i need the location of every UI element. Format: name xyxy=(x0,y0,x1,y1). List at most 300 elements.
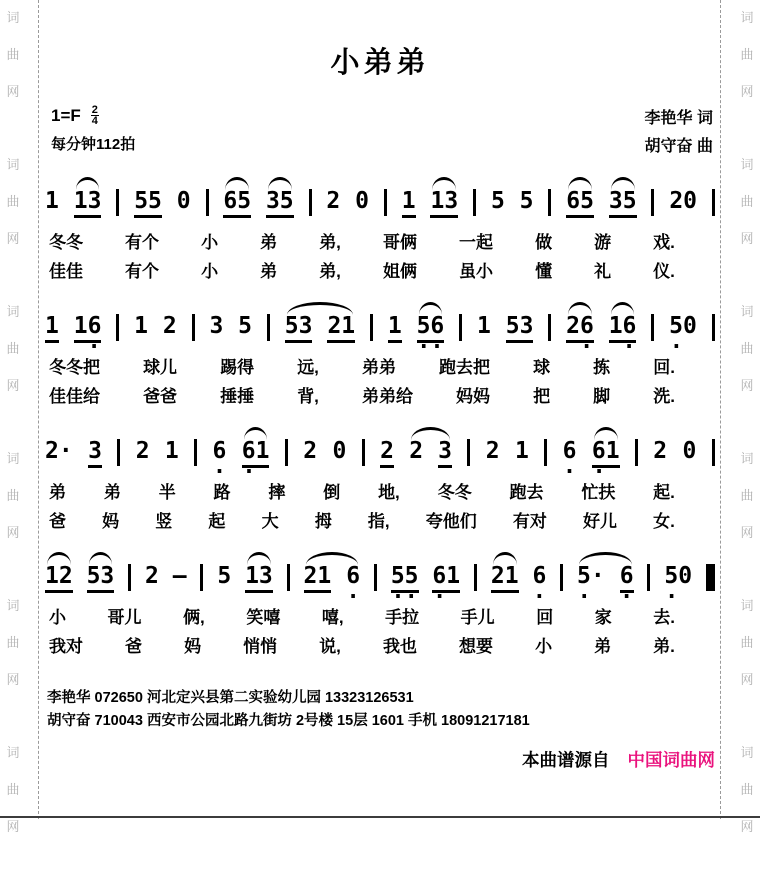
note-group xyxy=(506,314,534,353)
lyric-syllable: 冬冬 xyxy=(49,233,83,252)
watermark-gap xyxy=(2,405,24,441)
note-digits: 0 xyxy=(682,438,697,464)
note-token xyxy=(388,314,402,353)
note-digits: 65 xyxy=(223,189,251,218)
note-digits: 26 xyxy=(566,314,594,343)
note-token xyxy=(506,314,534,353)
contact-line-composer: 胡守奋 710043 西安市公园北路九街坊 2号楼 15层 1601 手机 18091217181 xyxy=(47,713,530,729)
octave-dots: · xyxy=(562,460,577,485)
note-digits: 6 xyxy=(346,563,361,589)
note-group-slurred xyxy=(566,189,594,228)
lyric-syllable: 佳佳 xyxy=(49,262,83,281)
source-attribution xyxy=(45,747,715,772)
note-group xyxy=(73,313,102,360)
note-digits: 16 xyxy=(74,314,102,343)
watermark-gap xyxy=(2,552,24,588)
lyric-syllable: 弟 xyxy=(594,637,612,656)
credits-block xyxy=(645,105,713,161)
watermark-char: 网 xyxy=(6,526,20,541)
watermark-char: 网 xyxy=(740,526,754,541)
lyric-syllable: 做 xyxy=(535,233,553,252)
note-token xyxy=(669,189,697,228)
watermark-char: 曲 xyxy=(6,48,20,63)
watermark-char: 曲 xyxy=(740,48,754,63)
note-token xyxy=(209,314,223,353)
barline xyxy=(287,564,290,591)
lyric-line-2 xyxy=(45,257,715,286)
watermark-char: 词 xyxy=(6,452,20,467)
note-token xyxy=(327,314,355,353)
note-group xyxy=(669,189,697,228)
watermark-char: 曲 xyxy=(6,489,20,504)
barline xyxy=(712,189,715,216)
note-digits: 1 xyxy=(164,438,179,464)
barline xyxy=(128,564,131,591)
note-group xyxy=(664,563,693,610)
octave-dots xyxy=(410,468,423,478)
note-token xyxy=(416,313,445,360)
octave-dots xyxy=(567,218,594,228)
key-signature xyxy=(51,105,135,126)
note-digits: 2 xyxy=(326,188,341,214)
note-token xyxy=(145,564,187,603)
lyric-syllable: 哥儿 xyxy=(107,608,142,627)
lyric-syllable: 笑嘻 xyxy=(246,608,281,627)
lyric-syllable: 佳佳给 xyxy=(49,387,100,406)
lyric-line-2 xyxy=(45,382,715,411)
source-site-link[interactable]: 中国词曲网 xyxy=(627,750,715,770)
lyric-syllable: 夸他们 xyxy=(425,512,477,531)
note-group xyxy=(402,189,416,228)
note-token xyxy=(74,189,102,228)
note-group xyxy=(355,189,369,228)
note-token xyxy=(45,439,73,478)
score-system xyxy=(45,175,715,286)
watermark-char: 词 xyxy=(740,11,754,26)
octave-dots: · xyxy=(532,585,546,610)
lyric-syllable: 起. xyxy=(653,483,675,502)
note-group-slurred xyxy=(245,564,273,603)
octave-dots: · xyxy=(433,585,460,610)
note-digits: 0 xyxy=(176,188,191,214)
note-token xyxy=(217,564,231,603)
composer-credit: 胡守奋 曲 xyxy=(644,138,713,155)
note-group-slurred xyxy=(491,564,519,603)
lyric-syllable: 弟 xyxy=(103,483,121,502)
lyric-syllable: 路 xyxy=(213,483,231,502)
octave-dots: · xyxy=(212,460,227,485)
note-group xyxy=(326,189,340,228)
lyric-syllable: 忙扶 xyxy=(581,483,616,502)
note-group xyxy=(562,438,577,485)
lyric-line-2 xyxy=(45,507,715,536)
note-token xyxy=(241,438,270,485)
note-group-slurred xyxy=(566,313,594,360)
lyric-syllable: 我对 xyxy=(49,637,83,656)
note-token xyxy=(163,314,177,353)
note-digits: 55 xyxy=(134,189,162,218)
lyric-syllable: 倒 xyxy=(323,483,341,502)
note-group xyxy=(532,563,547,610)
note-digits: 53 xyxy=(87,564,115,593)
lyric-syllable: 地, xyxy=(378,483,400,502)
note-digits: 2 xyxy=(303,438,318,464)
lyric-syllable: 起 xyxy=(208,512,226,531)
sheet-content xyxy=(45,0,715,772)
note-group xyxy=(477,314,491,353)
watermark-gap xyxy=(2,846,24,882)
note-digits: 61 xyxy=(242,439,270,468)
lyric-syllable: 弟 xyxy=(260,233,278,252)
lyric-syllable: 懂 xyxy=(535,262,553,281)
note-token xyxy=(683,439,697,478)
note-digits: 1 xyxy=(388,314,402,343)
note-digits: 16 xyxy=(609,314,637,343)
lyric-line-2 xyxy=(45,632,715,661)
note-token xyxy=(134,189,162,228)
watermark-char: 网 xyxy=(740,232,754,247)
note-group xyxy=(45,189,59,228)
octave-dots xyxy=(87,593,114,603)
note-token xyxy=(664,563,693,610)
barline xyxy=(362,439,365,466)
lyric-syllable: 背, xyxy=(297,387,319,406)
lyric-syllable: 嘻, xyxy=(321,608,344,627)
lyric-syllable: 爸 xyxy=(49,512,66,531)
lyric-syllable: 有对 xyxy=(512,512,547,531)
watermark-char: 网 xyxy=(6,232,20,247)
watermark-char: 词 xyxy=(6,305,20,320)
barline xyxy=(384,189,387,216)
note-token xyxy=(266,189,294,228)
octave-dots xyxy=(333,468,346,478)
barline xyxy=(194,439,197,466)
note-token xyxy=(45,314,59,353)
note-group-slurred xyxy=(87,564,115,603)
note-group xyxy=(238,314,252,353)
watermark-char: 网 xyxy=(6,820,20,835)
note-token xyxy=(669,313,697,360)
barline xyxy=(651,314,654,341)
note-digits: 12 xyxy=(45,564,73,593)
octave-dots: · xyxy=(592,460,619,485)
note-token xyxy=(165,439,179,478)
note-group xyxy=(683,439,697,478)
barline xyxy=(200,564,203,591)
note-group xyxy=(163,314,177,353)
lyric-syllable: 球儿 xyxy=(143,358,178,377)
lyric-syllable: 脚 xyxy=(593,387,611,406)
note-token xyxy=(491,564,519,603)
lyric-syllable: 哥俩 xyxy=(382,233,417,252)
octave-dots xyxy=(218,593,231,603)
note-digits: 0 xyxy=(332,438,347,464)
note-group xyxy=(209,314,223,353)
octave-dots xyxy=(491,593,518,603)
note-token xyxy=(609,189,637,228)
barline xyxy=(548,189,551,216)
lyric-syllable: 小 xyxy=(535,637,553,656)
note-group xyxy=(653,439,667,478)
lyric-syllable: 我也 xyxy=(382,637,417,656)
lyric-syllable: 拇 xyxy=(314,512,332,531)
lyric-syllable: 弟, xyxy=(319,233,341,252)
note-group-slurred xyxy=(430,189,458,228)
lyric-syllable: 戏. xyxy=(653,233,675,252)
note-token xyxy=(591,438,620,485)
lyric-syllable: 踢得 xyxy=(220,358,255,377)
note-group xyxy=(491,189,505,228)
octave-dots xyxy=(165,468,178,478)
note-group xyxy=(432,563,461,610)
octave-dots: · xyxy=(242,460,269,485)
watermark-char: 词 xyxy=(740,305,754,320)
note-group xyxy=(136,439,150,478)
score-system xyxy=(45,300,715,411)
octave-dots xyxy=(506,343,533,353)
note-group-slurred xyxy=(416,313,445,360)
octave-dots xyxy=(88,468,101,478)
lyric-syllable: 游 xyxy=(594,233,612,252)
notation-line xyxy=(45,425,715,485)
note-digits: 1 xyxy=(477,313,491,339)
lyric-syllable: 弟 xyxy=(49,483,66,502)
note-token xyxy=(515,439,529,478)
score-body xyxy=(45,175,715,661)
lyric-syllable: 手拉 xyxy=(385,608,420,627)
time-signature xyxy=(91,105,99,126)
lyric-syllable: 小 xyxy=(49,608,66,627)
note-group xyxy=(212,438,227,485)
note-token xyxy=(619,563,634,610)
left-border-dashed-line xyxy=(38,0,39,819)
octave-dots: · xyxy=(669,335,697,360)
note-digits: 6 xyxy=(562,438,577,464)
note-digits: 5 xyxy=(519,188,534,214)
lyric-syllable: 家 xyxy=(594,608,612,627)
lyric-syllable: 悄悄 xyxy=(243,637,278,656)
note-token xyxy=(430,189,458,228)
watermark-char: 曲 xyxy=(6,342,20,357)
note-token xyxy=(45,564,73,603)
watermark-char: 词 xyxy=(740,158,754,173)
watermark-char: 网 xyxy=(6,379,20,394)
octave-dots xyxy=(477,343,490,353)
barline xyxy=(116,189,119,216)
note-token xyxy=(380,439,394,478)
octave-dots xyxy=(45,343,58,353)
lyric-syllable: 俩, xyxy=(183,608,205,627)
watermark-char: 网 xyxy=(740,820,754,835)
octave-dots xyxy=(431,218,458,228)
barline xyxy=(374,564,377,591)
note-digits: 1 xyxy=(515,438,529,464)
octave-dots xyxy=(46,593,73,603)
note-digits: 53 xyxy=(506,314,534,343)
note-digits: 21 xyxy=(327,314,355,343)
note-digits: 13 xyxy=(430,189,458,218)
note-token xyxy=(303,439,317,478)
note-group xyxy=(88,439,102,478)
note-token xyxy=(577,563,605,610)
left-watermark-strip xyxy=(2,0,24,835)
note-digits: 3 xyxy=(438,439,452,468)
octave-dots: · xyxy=(664,585,692,610)
note-group xyxy=(303,439,317,478)
note-digits: 61 xyxy=(432,564,460,593)
note-token xyxy=(566,313,594,360)
note-group xyxy=(669,313,697,360)
song-title: 小弟弟 xyxy=(330,47,430,79)
lyric-syllable: 爸爸 xyxy=(143,387,178,406)
lyric-syllable: 礼 xyxy=(594,262,612,281)
note-token xyxy=(223,189,251,228)
note-group xyxy=(145,564,187,603)
key-tempo-block xyxy=(45,105,135,161)
lyric-syllable: 去. xyxy=(653,608,675,627)
watermark-gap xyxy=(736,846,758,882)
lyric-syllable: 妈 xyxy=(184,637,202,656)
watermark-char: 词 xyxy=(6,158,20,173)
note-group xyxy=(388,314,402,353)
time-signature-denominator: 4 xyxy=(91,115,98,127)
note-token xyxy=(409,439,423,478)
note-token xyxy=(326,189,340,228)
lyric-syllable: 弟. xyxy=(653,637,675,656)
note-token xyxy=(355,189,369,228)
watermark-char: 曲 xyxy=(740,636,754,651)
note-group xyxy=(390,563,419,610)
watermark-char: 曲 xyxy=(6,195,20,210)
score-system xyxy=(45,425,715,536)
watermark-gap xyxy=(2,699,24,735)
lyric-syllable: 小 xyxy=(201,233,219,252)
note-group-slurred xyxy=(409,439,452,478)
note-group xyxy=(165,439,179,478)
watermark-char: 网 xyxy=(6,673,20,688)
octave-dots xyxy=(380,468,393,478)
score-system xyxy=(45,550,715,661)
watermark-char: 曲 xyxy=(740,783,754,798)
lyricist-credit: 李艳华 词 xyxy=(644,110,713,127)
note-group xyxy=(45,439,73,478)
right-border-dashed-line xyxy=(720,0,721,819)
note-group xyxy=(45,314,59,353)
note-token xyxy=(238,314,252,353)
octave-dots xyxy=(402,218,415,228)
octave-dots xyxy=(177,218,190,228)
barline xyxy=(473,189,476,216)
octave-dots xyxy=(486,468,499,478)
lyric-syllable: 竖 xyxy=(155,512,173,531)
barline xyxy=(309,189,312,216)
note-token xyxy=(136,439,150,478)
note-token xyxy=(566,189,594,228)
lyric-syllable: 弟 xyxy=(260,262,278,281)
notation-line xyxy=(45,175,715,228)
octave-dots xyxy=(355,218,368,228)
lyric-syllable: 弟弟给 xyxy=(361,387,413,406)
note-digits: 2 xyxy=(485,438,500,464)
contact-info xyxy=(47,687,715,733)
octave-dots xyxy=(285,343,312,353)
barline xyxy=(651,189,654,216)
tempo-marking: 每分钟112拍 xyxy=(51,136,136,153)
lyric-syllable: 洗. xyxy=(653,387,675,406)
lyric-syllable: 拣 xyxy=(593,358,611,377)
note-digits: 2 xyxy=(162,313,177,339)
barline xyxy=(712,314,715,341)
note-token xyxy=(177,189,191,228)
note-token xyxy=(346,563,361,610)
lyric-syllable: 想要 xyxy=(459,637,494,656)
note-group xyxy=(486,439,500,478)
lyric-syllable: 把 xyxy=(533,387,551,406)
octave-dots xyxy=(327,218,340,228)
note-token xyxy=(562,438,577,485)
bottom-rule xyxy=(0,816,760,818)
barline xyxy=(117,439,120,466)
note-digits: 13 xyxy=(245,564,273,593)
note-token xyxy=(134,314,148,353)
lyric-syllable: 说, xyxy=(319,637,341,656)
lyric-syllable: 仪. xyxy=(653,262,675,281)
barline xyxy=(116,314,119,341)
lyric-syllable: 手儿 xyxy=(460,608,495,627)
watermark-gap xyxy=(736,111,758,147)
watermark-char: 网 xyxy=(6,85,20,100)
right-watermark-strip xyxy=(736,0,758,835)
note-digits: 5· xyxy=(577,563,605,589)
notation-line xyxy=(45,550,715,610)
barline xyxy=(285,439,288,466)
lyric-syllable: 虽小 xyxy=(459,262,494,281)
note-token xyxy=(532,563,547,610)
barline xyxy=(467,439,470,466)
lyric-syllable: 冬冬把 xyxy=(49,358,100,377)
note-digits: 35 xyxy=(609,189,637,218)
watermark-char: 曲 xyxy=(6,636,20,651)
lyric-syllable: 球 xyxy=(533,358,551,377)
note-group-slurred xyxy=(266,189,294,228)
note-token xyxy=(73,313,102,360)
note-group-slurred xyxy=(303,563,361,610)
score-header xyxy=(45,105,715,161)
note-digits: 2 xyxy=(653,438,668,464)
note-digits: 5 xyxy=(238,313,253,339)
barline xyxy=(560,564,563,591)
octave-dots: · xyxy=(609,335,636,360)
note-digits: 35 xyxy=(266,189,294,218)
octave-dots: · xyxy=(346,585,360,610)
watermark-char: 网 xyxy=(740,379,754,394)
octave-dots: ·· xyxy=(417,335,444,360)
note-digits: 65 xyxy=(566,189,594,218)
note-token xyxy=(332,439,346,478)
watermark-char: 词 xyxy=(740,746,754,761)
watermark-char: 网 xyxy=(740,85,754,100)
watermark-char: 曲 xyxy=(6,783,20,798)
note-digits: 3 xyxy=(88,439,102,468)
barline xyxy=(267,314,270,341)
octave-dots xyxy=(654,468,667,478)
lyric-syllable: 女. xyxy=(653,512,675,531)
note-digits: 6 xyxy=(532,563,547,589)
note-digits: 2 xyxy=(380,439,394,468)
octave-dots xyxy=(388,343,401,353)
lyric-syllable: 跑去把 xyxy=(439,358,491,377)
note-group xyxy=(380,439,394,478)
